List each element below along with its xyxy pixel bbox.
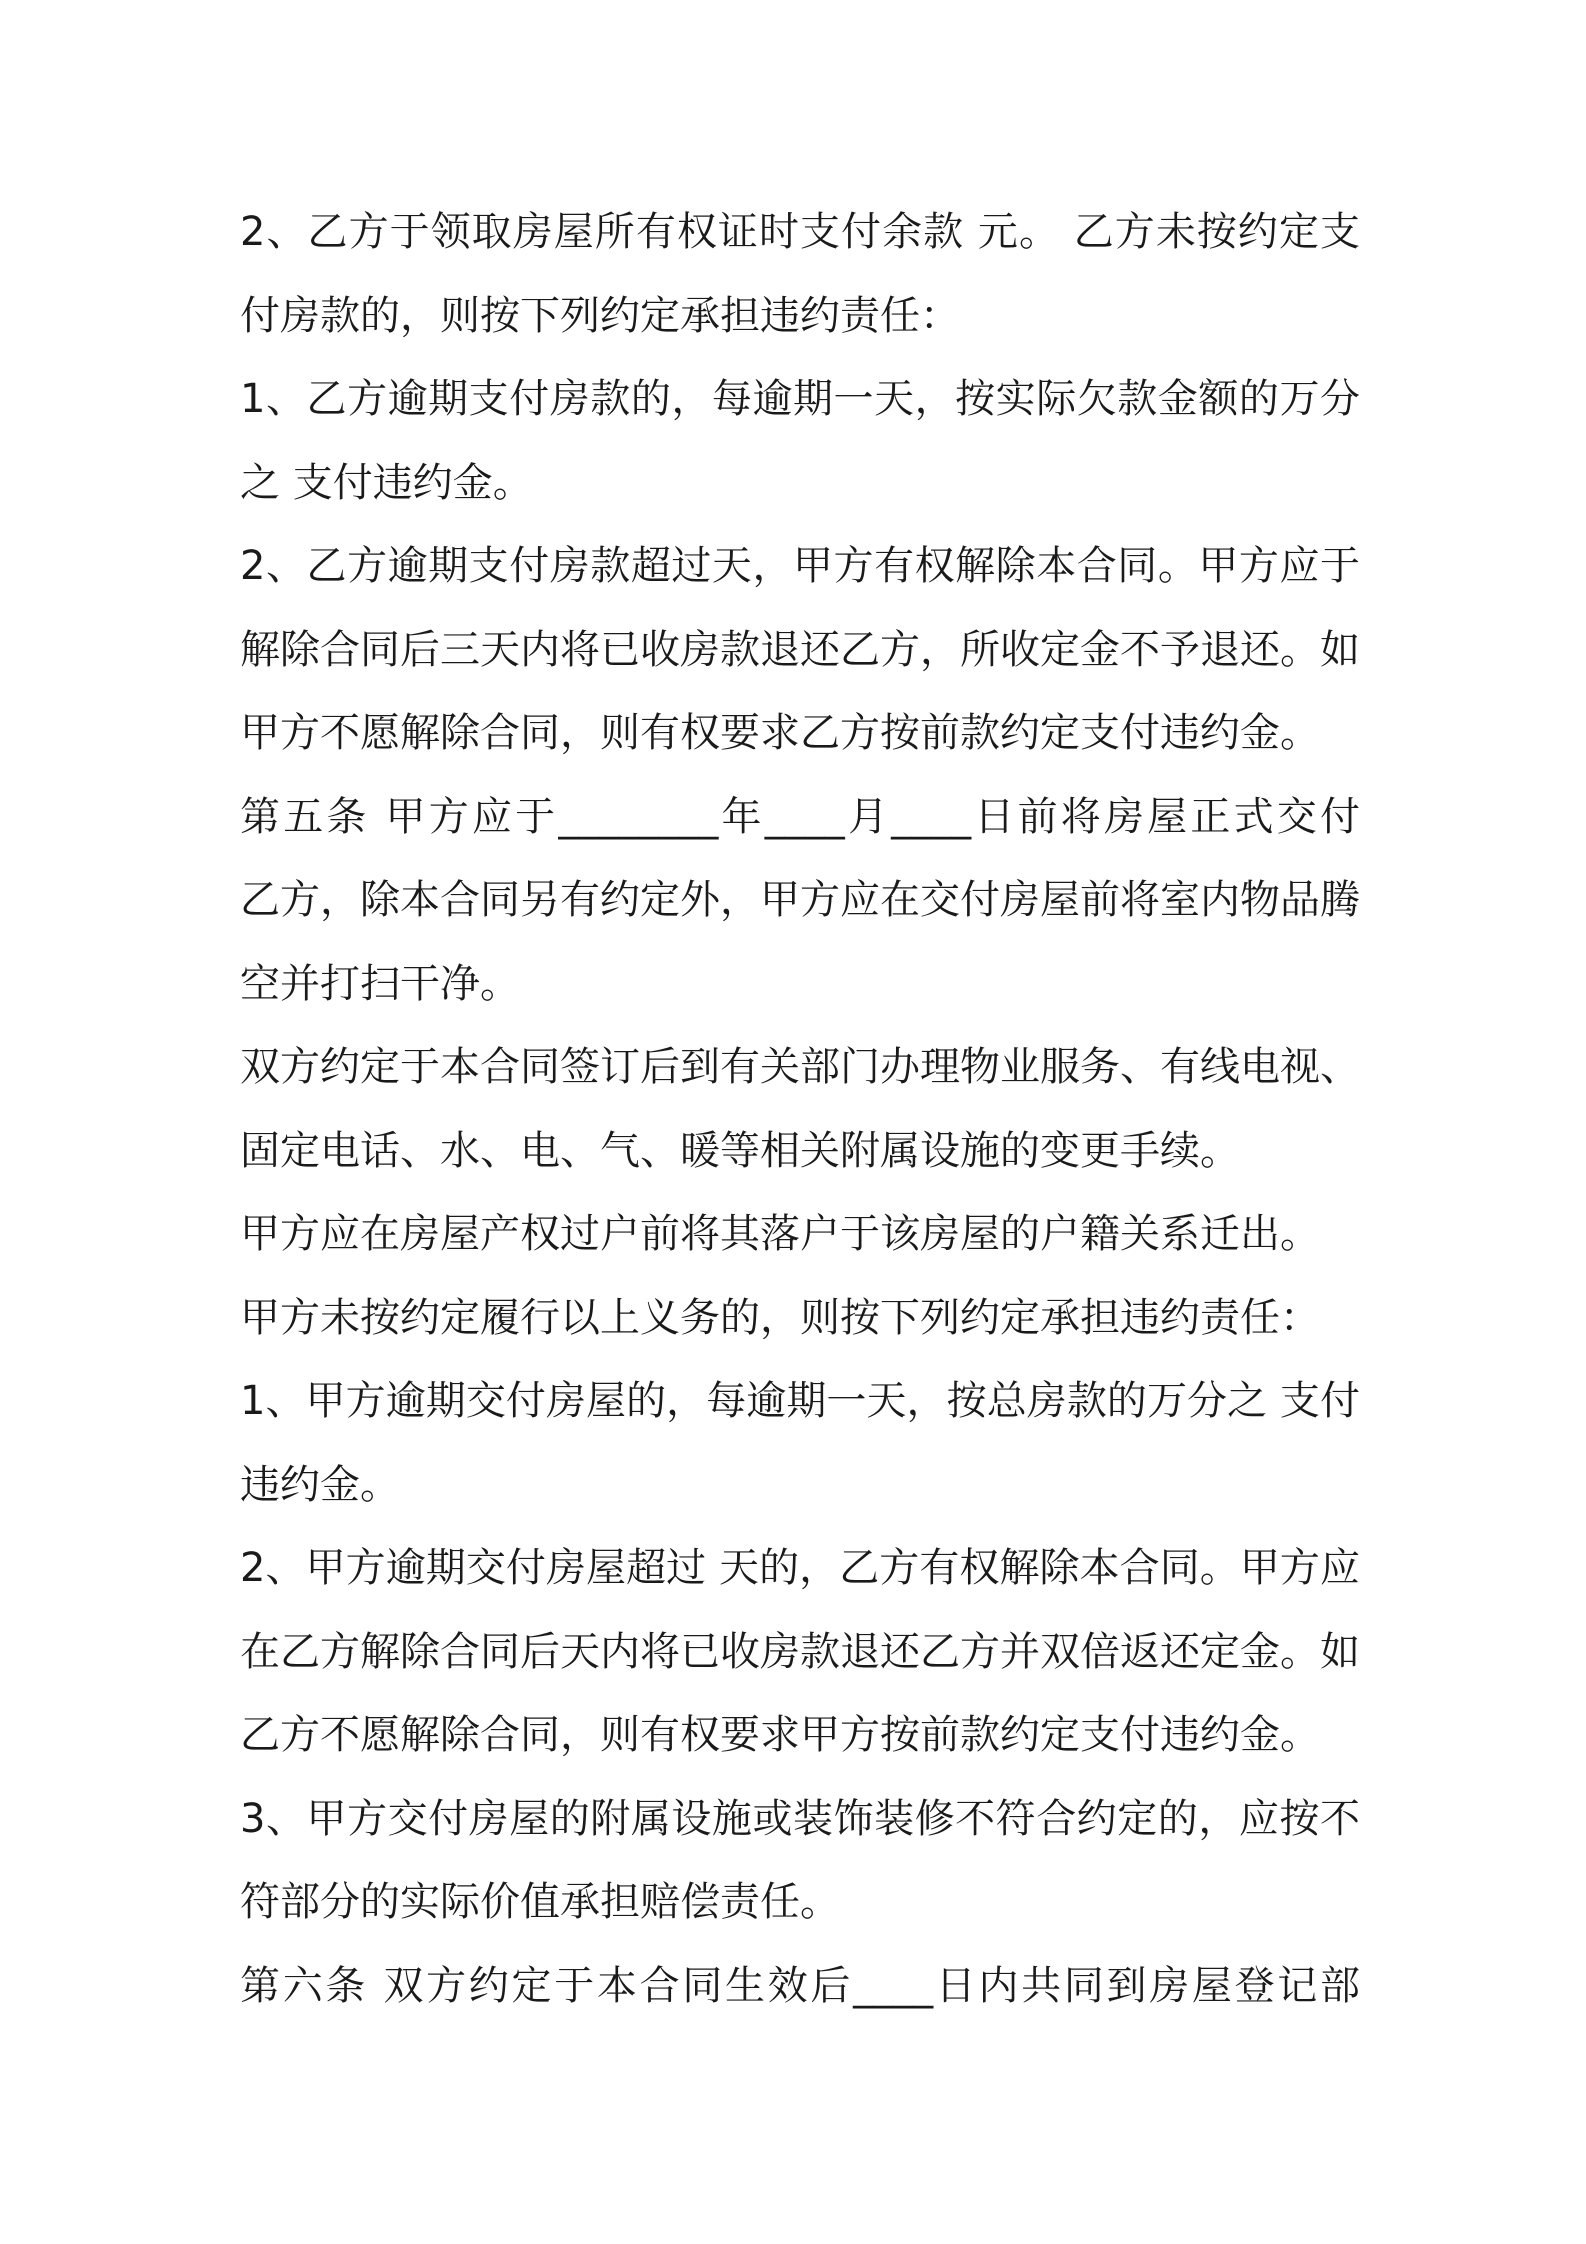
- text-line: 1、乙方逾期支付房款的，每逾期一天，按实际欠款金额的万分: [240, 376, 1360, 422]
- text-line: 甲方不愿解除合同，则有权要求乙方按前款约定支付违约金。: [240, 710, 1320, 756]
- text-line: 2、乙方逾期支付房款超过天，甲方有权解除本合同。甲方应于: [240, 543, 1360, 589]
- text-line: 甲方未按约定履行以上义务的，则按下列约定承担违约责任：: [240, 1294, 1320, 1341]
- text-line: 3、甲方交付房屋的附属设施或装饰装修不符合约定的，应按不: [240, 1795, 1360, 1842]
- text-line: 违约金。: [240, 1461, 400, 1508]
- text-line: 付房款的，则按下列约定承担违约责任：: [240, 292, 960, 339]
- text-line: 1、甲方逾期交付房屋的，每逾期一天，按总房款的万分之 支付: [240, 1378, 1360, 1424]
- text-line: 2、乙方于领取房屋所有权证时支付余款 元。 乙方未按约定支: [240, 209, 1360, 255]
- text-line: 第五条 甲方应于________年____月____日前将房屋正式交付: [240, 793, 1360, 840]
- text-line: 解除合同后三天内将已收房款退还乙方，所收定金不予退还。如: [240, 626, 1360, 673]
- text-line: 甲方应在房屋产权过户前将其落户于该房屋的户籍关系迁出。: [240, 1211, 1320, 1257]
- text-line: 乙方，除本合同另有约定外，甲方应在交付房屋前将室内物品腾: [240, 877, 1360, 923]
- contract-text-body: [240, 198, 1360, 2035]
- text-line: 空并打扫干净。: [240, 960, 520, 1007]
- text-line: 双方约定于本合同签订后到有关部门办理物业服务、有线电视、: [240, 1044, 1360, 1090]
- text-line: 2、甲方逾期交付房屋超过 天的，乙方有权解除本合同。甲方应: [240, 1545, 1360, 1591]
- text-line: 之 支付违约金。: [240, 459, 533, 506]
- text-line: 固定电话、水、电、气、暖等相关附属设施的变更手续。: [240, 1127, 1240, 1174]
- text-line: 第六条 双方约定于本合同生效后____日内共同到房屋登记部: [240, 1962, 1360, 2009]
- text-line: 符部分的实际价值承担赔偿责任。: [240, 1879, 840, 1925]
- text-line: 乙方不愿解除合同，则有权要求甲方按前款约定支付违约金。: [240, 1712, 1320, 1758]
- text-line: 在乙方解除合同后天内将已收房款退还乙方并双倍返还定金。如: [240, 1628, 1360, 1675]
